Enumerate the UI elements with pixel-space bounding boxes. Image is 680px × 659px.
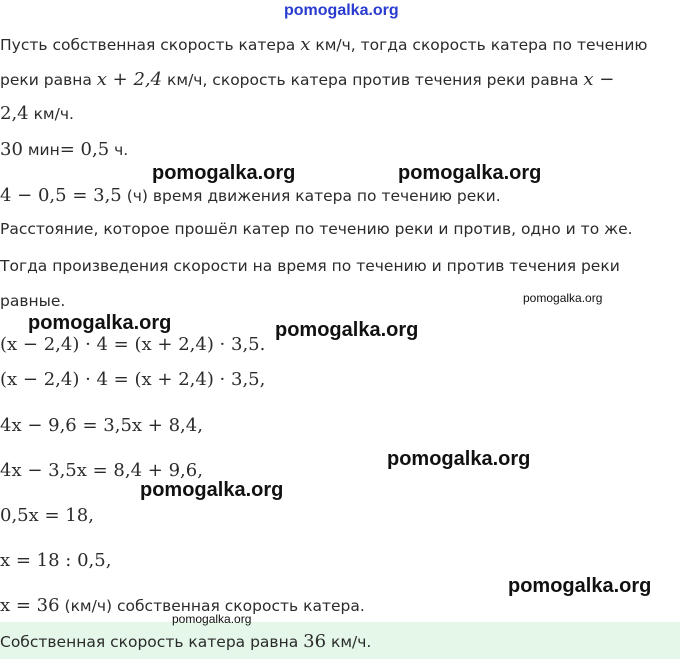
text: Собственная скорость катера равна	[0, 633, 304, 651]
text: км/ч.	[28, 105, 74, 123]
watermark: pomogalka.org	[28, 312, 172, 334]
math: = 0,5	[59, 139, 110, 160]
watermark: pomogalka.org	[140, 479, 284, 501]
text-line-6: Расстояние, которое прошёл катер по течению реки и против, одно и то же.	[0, 220, 633, 238]
text: км/ч, тогда скорость катера по течению	[310, 36, 648, 54]
answer-line	[0, 631, 371, 652]
math: x	[300, 34, 311, 55]
text: Пусть собственная скорость катера	[0, 36, 301, 54]
watermark: pomogalka.org	[152, 162, 296, 184]
math: 2,4	[0, 103, 29, 124]
text-line-1	[0, 34, 647, 55]
watermark: pomogalka.org	[508, 575, 652, 597]
equation-1: (x − 2,4) · 4 = (x + 2,4) · 3,5.	[0, 334, 266, 355]
watermark: pomogalka.org	[387, 448, 531, 470]
text-line-5	[0, 185, 501, 206]
watermark: pomogalka.org	[523, 291, 603, 305]
watermark: pomogalka.org	[172, 612, 252, 626]
watermark: pomogalka.org	[398, 162, 542, 184]
equation-5: 0,5x = 18,	[0, 505, 94, 526]
equation-3: 4x − 9,6 = 3,5x + 8,4,	[0, 415, 203, 436]
math: x = 36	[0, 595, 60, 616]
text-line-4	[0, 139, 128, 160]
math: 4 − 0,5 = 3,5	[0, 185, 122, 206]
text: реки равна	[0, 71, 97, 89]
equation-2: (x − 2,4) · 4 = (x + 2,4) · 3,5,	[0, 369, 266, 390]
math: 30	[0, 139, 23, 160]
header-watermark: pomogalka.org	[284, 2, 399, 19]
math: x + 2,4	[96, 69, 163, 90]
math: x −	[583, 69, 615, 90]
text-line-7: Тогда произведения скорости на время по течению и против течения реки	[0, 257, 620, 275]
text-line-8: равные.	[0, 292, 66, 310]
text: мин	[22, 141, 60, 159]
watermark: pomogalka.org	[275, 319, 419, 341]
text: км/ч, скорость катера против течения реки равна	[162, 71, 584, 89]
text-line-2	[0, 69, 614, 90]
equation-4: 4x − 3,5x = 8,4 + 9,6,	[0, 460, 203, 481]
equation-6: x = 18 : 0,5,	[0, 550, 112, 571]
text: (км/ч) собственная скорость катера.	[59, 597, 365, 615]
math: 36	[303, 631, 327, 652]
text-line-3	[0, 103, 74, 124]
text: (ч) время движения катера по течению реки.	[121, 187, 501, 205]
text: км/ч.	[326, 633, 372, 651]
text: ч.	[109, 141, 129, 159]
